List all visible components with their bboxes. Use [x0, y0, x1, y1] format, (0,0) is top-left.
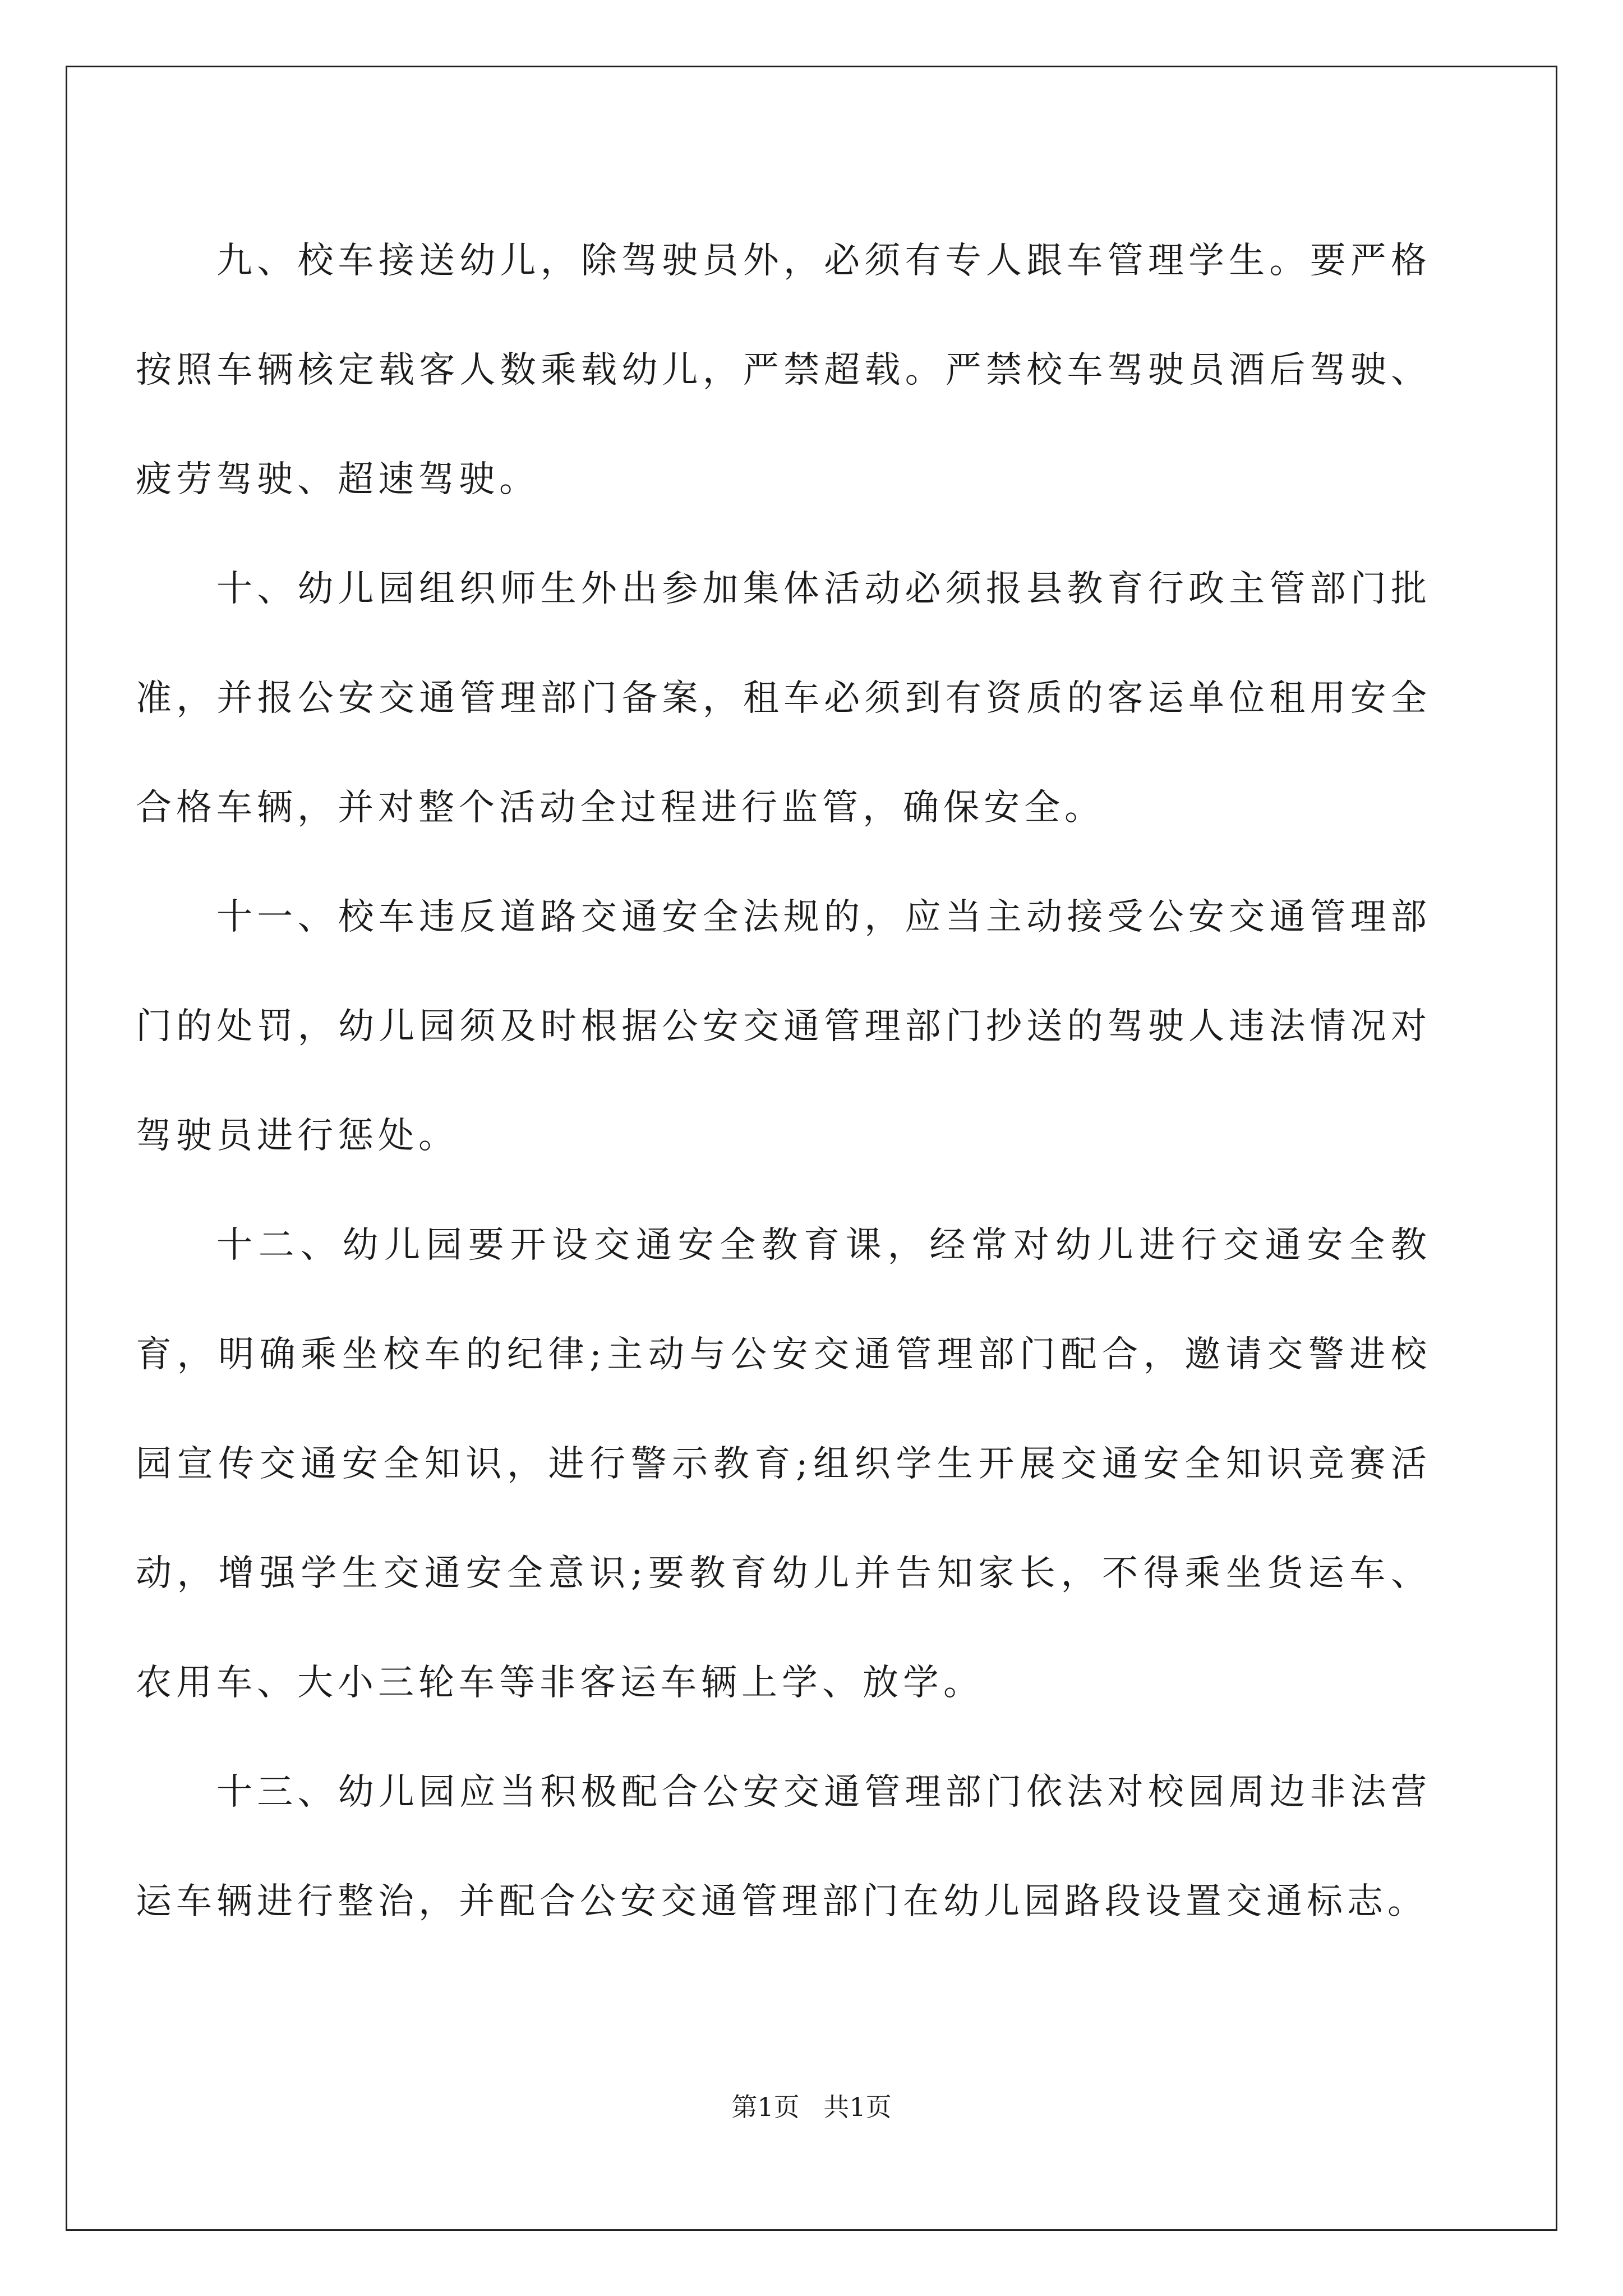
- paragraph-12: 十二、幼儿园要开设交通安全教育课，经常对幼儿进行交通安全教育，明确乘坐校车的纪律;主动与公安交通管理部门配合，邀请交警进校园宣传交通安全知识，进行警示教育;组织学生开展交通安全知识竞赛活动，增强学生交通安全意识;要教育幼儿并告知家长，不得乘坐货运车、农用车、大小三轮车等非客运车辆上学、放学。: [136, 1225, 1431, 1704]
- paragraph-11: 十一、校车违反道路交通安全法规的，应当主动接受公安交通管理部门的处罚，幼儿园须及时根据公安交通管理部门抄送的驾驶人违法情况对驾驶员进行惩处。: [136, 896, 1431, 1157]
- paragraph-13: 十三、幼儿园应当积极配合公安交通管理部门依法对校园周边非法营运车辆进行整治，并配合公安交通管理部门在幼儿园路段设置交通标志。: [136, 1772, 1431, 1922]
- paragraph-10: 十、幼儿园组织师生外出参加集体活动必须报县教育行政主管部门批准，并报公安交通管理部门备案，租车必须到有资质的客运单位租用安全合格车辆，并对整个活动全过程进行监管，确保安全。: [136, 568, 1431, 829]
- page-total: 共1页: [823, 2092, 892, 2122]
- paragraph-9: 九、校车接送幼儿，除驾驶员外，必须有专人跟车管理学生。要严格按照车辆核定载客人数乘载幼儿，严禁超载。严禁校车驾驶员酒后驾驶、疲劳驾驶、超速驾驶。: [136, 240, 1431, 500]
- page-footer: [0, 2087, 1623, 2124]
- document-body: [136, 206, 1431, 1957]
- page-number: 第1页: [731, 2092, 800, 2122]
